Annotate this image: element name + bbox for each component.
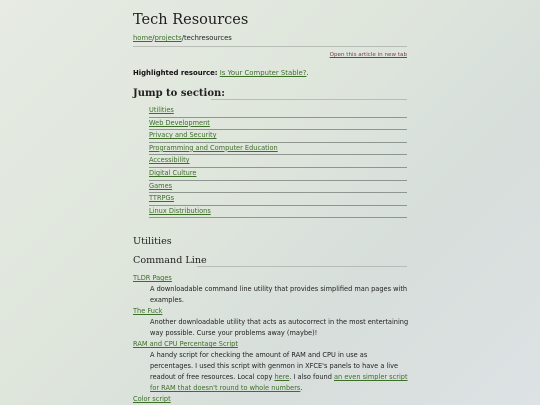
divider — [133, 46, 407, 47]
toc-item — [149, 131, 407, 143]
breadcrumb-home-link[interactable]: home — [133, 34, 153, 42]
divider — [211, 99, 407, 100]
description-text: . I also found — [289, 373, 334, 381]
list-item — [133, 273, 409, 306]
simpler-script-link[interactable]: an even simpler script for RAM that doesn't round to whole numbers — [150, 373, 408, 392]
breadcrumb-current: techresources — [184, 34, 232, 42]
toc-link-games[interactable]: Games — [149, 181, 173, 190]
list-item — [133, 394, 409, 405]
toc-link-digital-culture[interactable]: Digital Culture — [149, 168, 197, 177]
list-item — [133, 306, 409, 339]
toc-link-accessibility[interactable]: Accessibility — [149, 156, 190, 165]
open-new-tab-link[interactable]: Open this article in new tab — [329, 52, 407, 58]
description-text: A handy script for checking the amount of RAM and CPU in use as percentages. I used this script with genmon in XFCE's panels to have a live readout of free resources. Local copy — [150, 351, 399, 381]
toc-link-utilities[interactable]: Utilities — [149, 106, 174, 114]
highlight-link[interactable]: Is Your Computer Stable? — [219, 69, 307, 77]
resource-link[interactable]: RAM and CPU Percentage Script — [133, 340, 238, 348]
section-heading: Utilities — [133, 236, 172, 247]
resource-link[interactable]: Color script — [133, 395, 171, 403]
toc-link-web-development[interactable]: Web Development — [149, 118, 210, 127]
toc-link-ttrpgs[interactable]: TTRPGs — [149, 194, 175, 203]
subsection-heading: Command Line — [133, 255, 207, 266]
description-text: . — [300, 384, 303, 392]
toc-item — [149, 106, 407, 118]
toc-link-privacy-security[interactable]: Privacy and Security — [149, 131, 217, 140]
highlight-label: Highlighted resource: — [133, 69, 218, 77]
toc-item — [149, 169, 407, 181]
resource-link[interactable]: TLDR Pages — [133, 274, 172, 282]
highlight-period: . — [306, 69, 309, 77]
toc-item — [149, 156, 407, 168]
list-item — [133, 339, 409, 394]
breadcrumb-separator: / — [181, 34, 185, 42]
toc-link-programming[interactable]: Programming and Computer Education — [149, 143, 278, 152]
breadcrumb-separator: / — [152, 34, 155, 42]
breadcrumb-projects-link[interactable]: projects — [154, 34, 182, 42]
highlighted-resource — [133, 69, 309, 77]
toc-link-linux[interactable]: Linux Distributions — [149, 206, 211, 215]
resource-description — [133, 350, 409, 394]
resource-list — [133, 273, 409, 405]
resource-description: Another downloadable utility that acts as autocorrect in the most entertaining way possible. Curse your problems away (maybe)! — [150, 318, 409, 337]
breadcrumb — [133, 34, 232, 42]
toc-item — [149, 182, 407, 194]
local-copy-link[interactable]: here — [274, 373, 290, 381]
jump-heading: Jump to section: — [133, 88, 225, 99]
toc-item — [149, 119, 407, 131]
resource-link[interactable]: The Fuck — [133, 307, 163, 315]
toc-list — [149, 106, 407, 219]
toc-item — [149, 194, 407, 206]
page-title: Tech Resources — [133, 12, 249, 28]
resource-description: A downloadable command line utility that provides simplified man pages with examples. — [150, 285, 408, 304]
divider — [197, 266, 407, 267]
toc-item — [149, 207, 407, 219]
toc-item — [149, 144, 407, 156]
